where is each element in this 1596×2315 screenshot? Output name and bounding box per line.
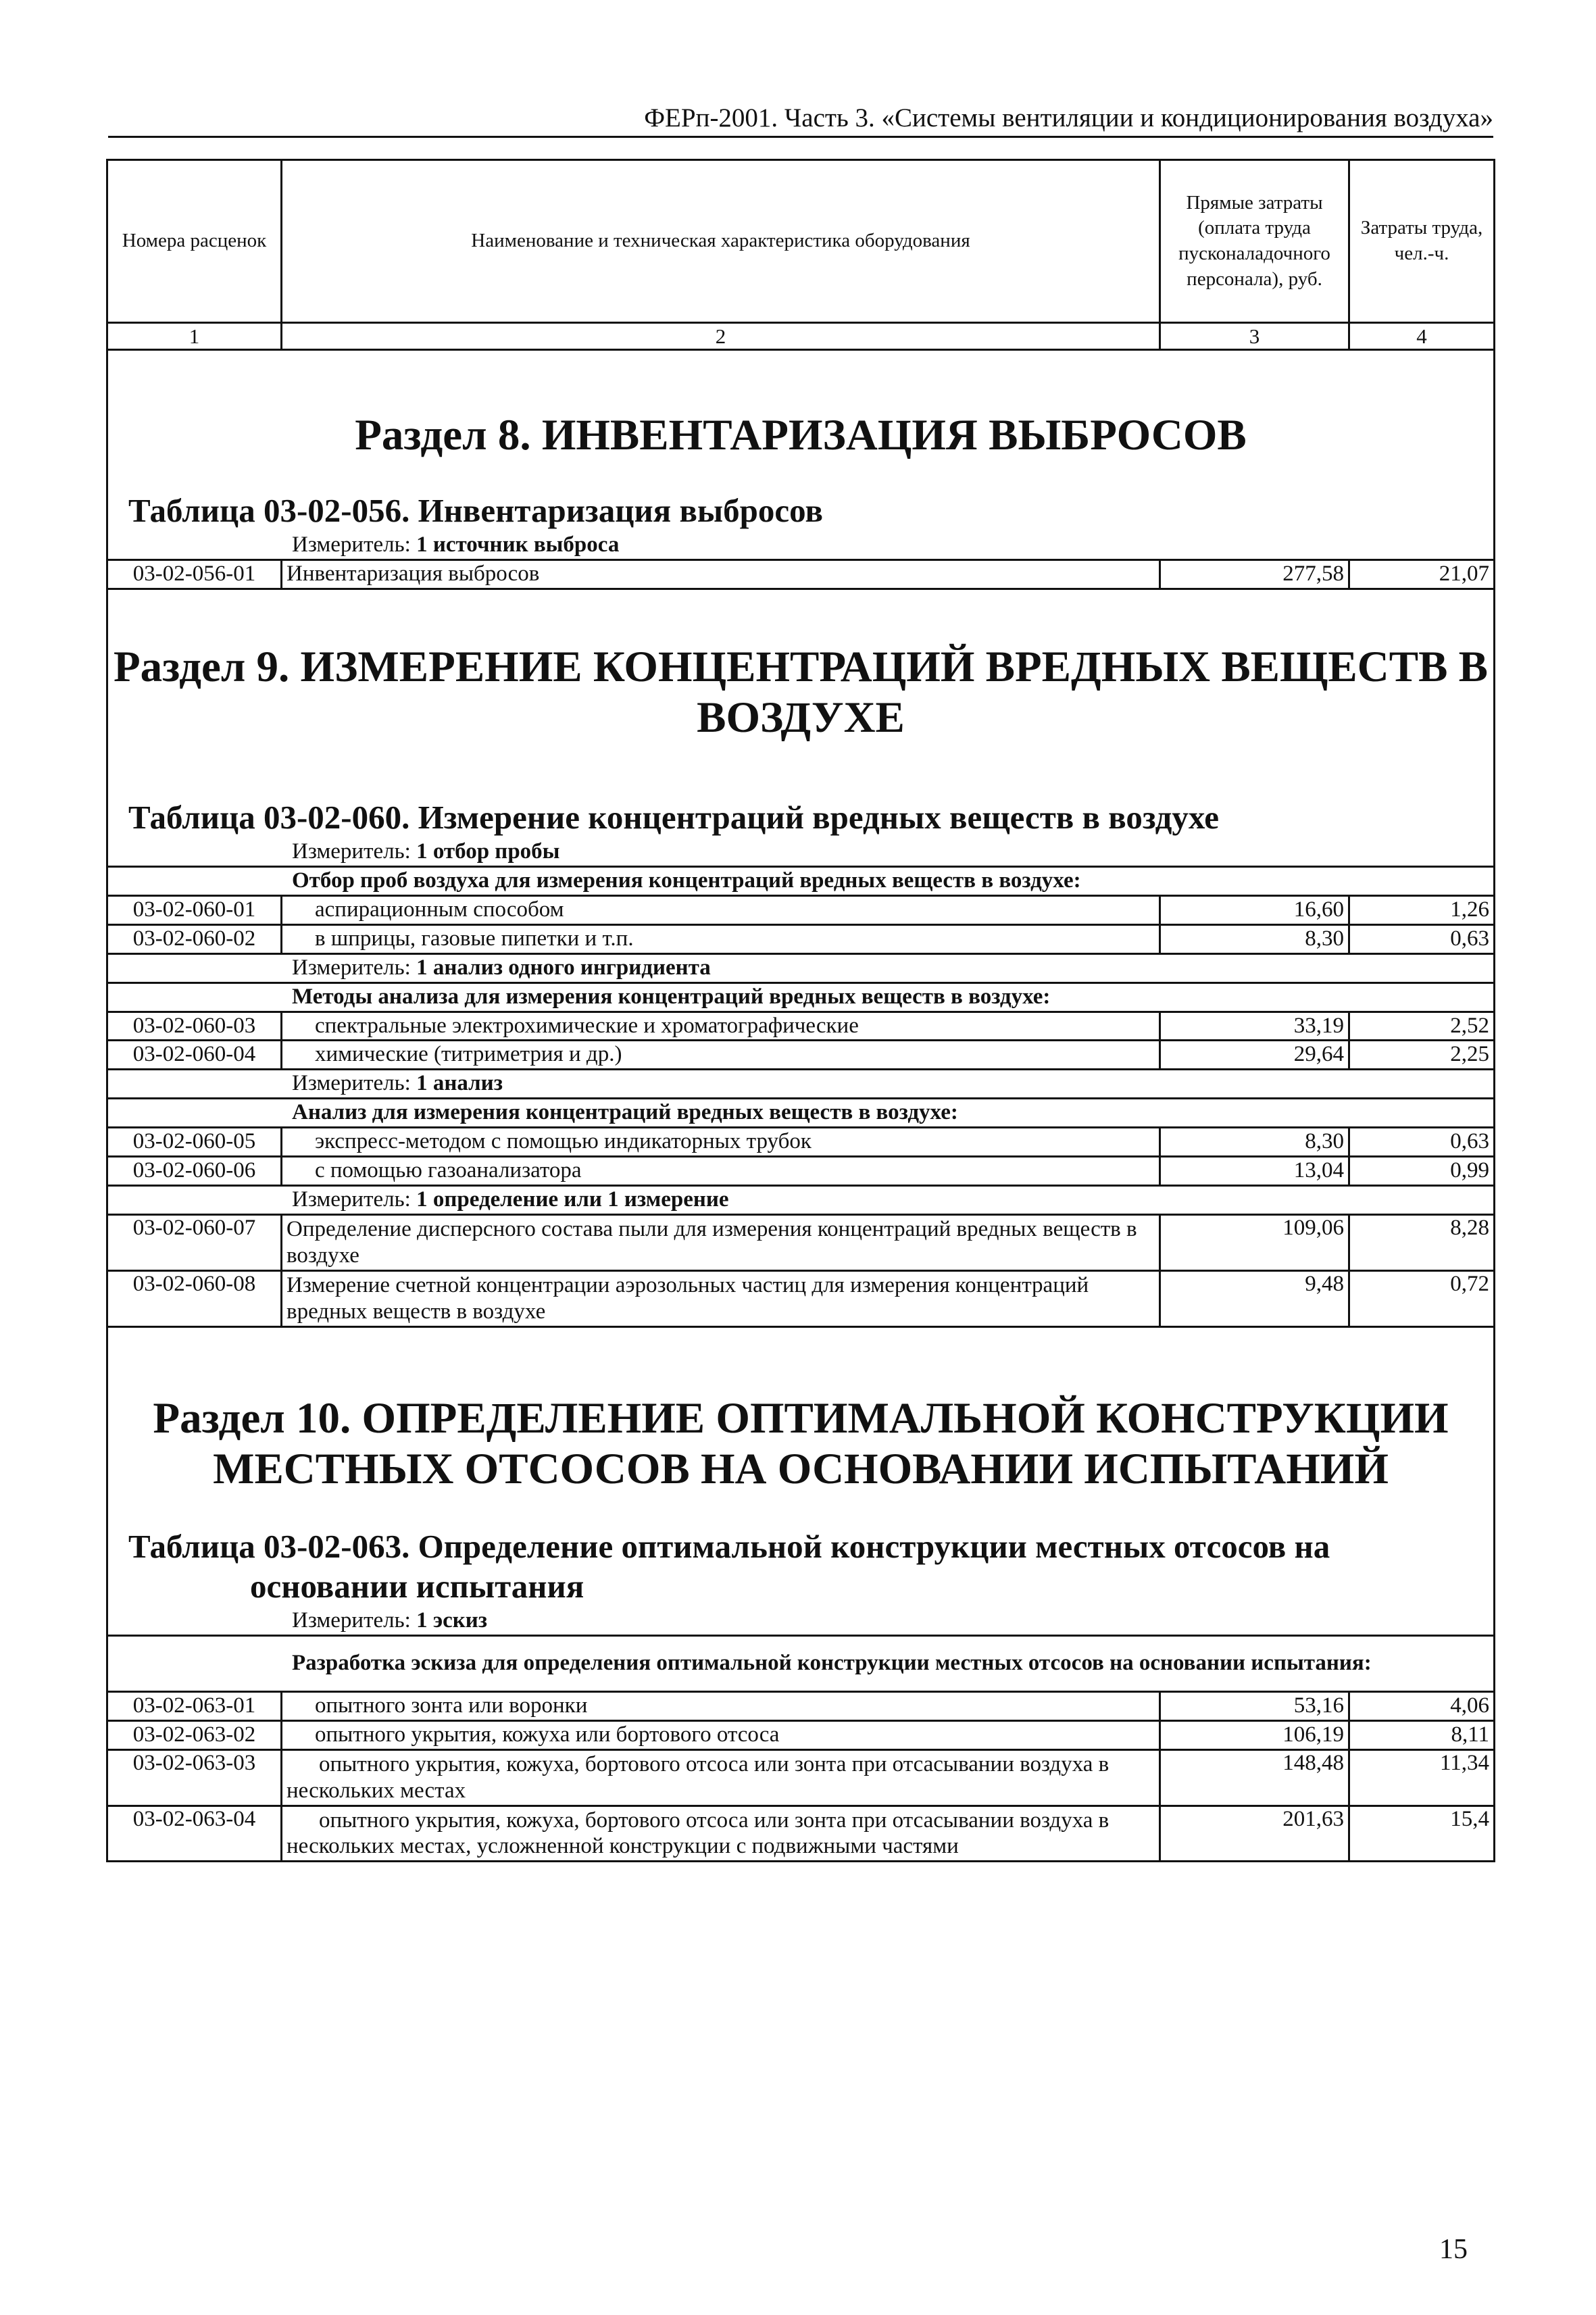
rate-cost: 277,58 <box>1160 559 1349 589</box>
rate-labor: 21,07 <box>1349 559 1495 589</box>
measure-value: 1 анализ одного ингридиента <box>416 955 711 980</box>
header-equipment-name: Наименование и техническая характеристика оборудования <box>282 160 1160 323</box>
rate-cost: 53,16 <box>1160 1691 1349 1720</box>
table-row <box>107 1749 1495 1806</box>
rate-cost: 106,19 <box>1160 1720 1349 1749</box>
measure-unit <box>107 1186 1495 1215</box>
measure-value: 1 отбор пробы <box>416 839 560 864</box>
measure-unit <box>107 1070 1495 1099</box>
measure-value: 1 определение или 1 измерение <box>416 1187 729 1212</box>
rate-labor: 0,63 <box>1349 924 1495 953</box>
rates-table <box>106 345 1495 1862</box>
rate-labor: 2,25 <box>1349 1041 1495 1070</box>
rate-code: 03-02-063-01 <box>107 1691 282 1720</box>
measure-unit <box>107 532 1495 559</box>
table-title: Таблица 03-02-056. Инвентаризация выбросов <box>107 462 1495 532</box>
rate-labor: 11,34 <box>1349 1749 1495 1806</box>
group-heading: Методы анализа для измерения концентраций вредных веществ в воздухе: <box>107 982 1495 1012</box>
group-heading: Отбор проб воздуха для измерения концентраций вредных веществ в воздухе: <box>107 866 1495 895</box>
table-title: Таблица 03-02-060. Измерение концентраций вредных веществ в воздухе <box>107 744 1495 839</box>
rate-labor: 8,11 <box>1349 1720 1495 1749</box>
measure-value: 1 источник выброса <box>416 532 620 557</box>
measure-label: Измеритель: <box>292 839 411 864</box>
rate-name: в шприцы, газовые пипетки и т.п. <box>282 924 1160 953</box>
header-labor-costs: Затраты труда, чел.-ч. <box>1349 160 1495 323</box>
table-row <box>107 1720 1495 1749</box>
section-title: Раздел 8. ИНВЕНТАРИЗАЦИЯ ВЫБРОСОВ <box>107 345 1495 462</box>
rate-labor: 2,52 <box>1349 1012 1495 1041</box>
rate-name <box>282 1806 1160 1862</box>
measure-unit <box>107 1608 1495 1635</box>
table-title-line-2: основании испытания <box>250 1568 584 1605</box>
rate-code: 03-02-060-07 <box>107 1215 282 1271</box>
table-row <box>107 1270 1495 1326</box>
rate-code: 03-02-063-04 <box>107 1806 282 1862</box>
rate-labor: 15,4 <box>1349 1806 1495 1862</box>
section-title: Раздел 9. ИЗМЕРЕНИЕ КОНЦЕНТРАЦИЙ ВРЕДНЫХ ВЕЩЕСТВ В ВОЗДУХЕ <box>107 589 1495 744</box>
rate-cost: 8,30 <box>1160 924 1349 953</box>
rate-cost: 148,48 <box>1160 1749 1349 1806</box>
rate-cost: 29,64 <box>1160 1041 1349 1070</box>
group-heading: Разработка эскиза для определения оптимальной конструкции местных отсосов на основании испытания: <box>107 1635 1495 1691</box>
table-row <box>107 1691 1495 1720</box>
rate-code: 03-02-060-05 <box>107 1128 282 1157</box>
rate-labor: 0,63 <box>1349 1128 1495 1157</box>
running-header: ФЕРп-2001. Часть 3. «Системы вентиляции и кондиционирования воздуха» <box>644 103 1493 132</box>
header-col-number-1: 1 <box>107 323 282 350</box>
measure-label: Измеритель: <box>292 532 411 557</box>
rate-code: 03-02-060-03 <box>107 1012 282 1041</box>
rate-code: 03-02-060-02 <box>107 924 282 953</box>
table-title <box>107 1495 1495 1608</box>
rate-code: 03-02-060-06 <box>107 1157 282 1186</box>
header-direct-costs: Прямые затраты (оплата труда пусконаладочного персонала), руб. <box>1160 160 1349 323</box>
rate-name: Определение дисперсного состава пыли для измерения концентраций вредных веществ в воздухе <box>282 1215 1160 1271</box>
measure-unit <box>107 953 1495 982</box>
page-number: 15 <box>1439 2234 1468 2265</box>
table-row <box>107 924 1495 953</box>
rate-name: Измерение счетной концентрации аэрозольных частиц для измерения концентраций вредных веществ в воздухе <box>282 1270 1160 1326</box>
measure-unit <box>107 839 1495 866</box>
rate-name-text: опытного укрытия, кожуха, бортового отсоса или зонта при отсасывании воздуха в нескольких местах <box>286 1751 1109 1803</box>
header-col-number-3: 3 <box>1160 323 1349 350</box>
rate-labor: 4,06 <box>1349 1691 1495 1720</box>
rate-labor: 1,26 <box>1349 895 1495 924</box>
column-header-table <box>106 159 1495 351</box>
table-row <box>107 1012 1495 1041</box>
table-row <box>107 1128 1495 1157</box>
header-col-number-4: 4 <box>1349 323 1495 350</box>
table-row <box>107 895 1495 924</box>
table-title-line-1: Таблица 03-02-063. Определение оптимальной конструкции местных отсосов на <box>128 1528 1330 1566</box>
rate-name: спектральные электрохимические и хроматографические <box>282 1012 1160 1041</box>
rate-cost: 109,06 <box>1160 1215 1349 1271</box>
measure-label: Измеритель: <box>292 1071 411 1096</box>
rate-labor: 8,28 <box>1349 1215 1495 1271</box>
rate-cost: 8,30 <box>1160 1128 1349 1157</box>
measure-label: Измеритель: <box>292 1187 411 1212</box>
table-row <box>107 1215 1495 1271</box>
rate-name: аспирационным способом <box>282 895 1160 924</box>
rate-code: 03-02-056-01 <box>107 559 282 589</box>
rate-code: 03-02-060-08 <box>107 1270 282 1326</box>
rate-cost: 33,19 <box>1160 1012 1349 1041</box>
rate-name <box>282 1749 1160 1806</box>
table-row <box>107 559 1495 589</box>
header-rule <box>108 136 1493 138</box>
rate-name: опытного укрытия, кожуха или бортового отсоса <box>282 1720 1160 1749</box>
rate-code: 03-02-060-01 <box>107 895 282 924</box>
rate-cost: 16,60 <box>1160 895 1349 924</box>
rate-cost: 13,04 <box>1160 1157 1349 1186</box>
rate-name: химические (титриметрия и др.) <box>282 1041 1160 1070</box>
rate-name: экспресс-методом с помощью индикаторных трубок <box>282 1128 1160 1157</box>
measure-label: Измеритель: <box>292 955 411 980</box>
rate-labor: 0,99 <box>1349 1157 1495 1186</box>
rate-cost: 201,63 <box>1160 1806 1349 1862</box>
group-heading: Анализ для измерения концентраций вредных веществ в воздухе: <box>107 1099 1495 1128</box>
rate-name: с помощью газоанализатора <box>282 1157 1160 1186</box>
header-rate-numbers: Номера расценок <box>107 160 282 323</box>
table-row <box>107 1041 1495 1070</box>
rate-name: Инвентаризация выбросов <box>282 559 1160 589</box>
rate-name: опытного зонта или воронки <box>282 1691 1160 1720</box>
rate-labor: 0,72 <box>1349 1270 1495 1326</box>
rate-code: 03-02-063-02 <box>107 1720 282 1749</box>
rate-cost: 9,48 <box>1160 1270 1349 1326</box>
rate-name-text: опытного укрытия, кожуха, бортового отсоса или зонта при отсасывании воздуха в нескольких местах, усложненной конструкции с подвижными частями <box>286 1808 1109 1859</box>
table-row <box>107 1806 1495 1862</box>
section-title: Раздел 10. ОПРЕДЕЛЕНИЕ ОПТИМАЛЬНОЙ КОНСТРУКЦИИ МЕСТНЫХ ОТСОСОВ НА ОСНОВАНИИ ИСПЫТАНИЙ <box>107 1326 1495 1495</box>
rate-code: 03-02-060-04 <box>107 1041 282 1070</box>
measure-value: 1 анализ <box>416 1071 503 1096</box>
measure-value: 1 эскиз <box>416 1608 488 1633</box>
table-row <box>107 1157 1495 1186</box>
measure-label: Измеритель: <box>292 1608 411 1633</box>
rate-code: 03-02-063-03 <box>107 1749 282 1806</box>
header-col-number-2: 2 <box>282 323 1160 350</box>
